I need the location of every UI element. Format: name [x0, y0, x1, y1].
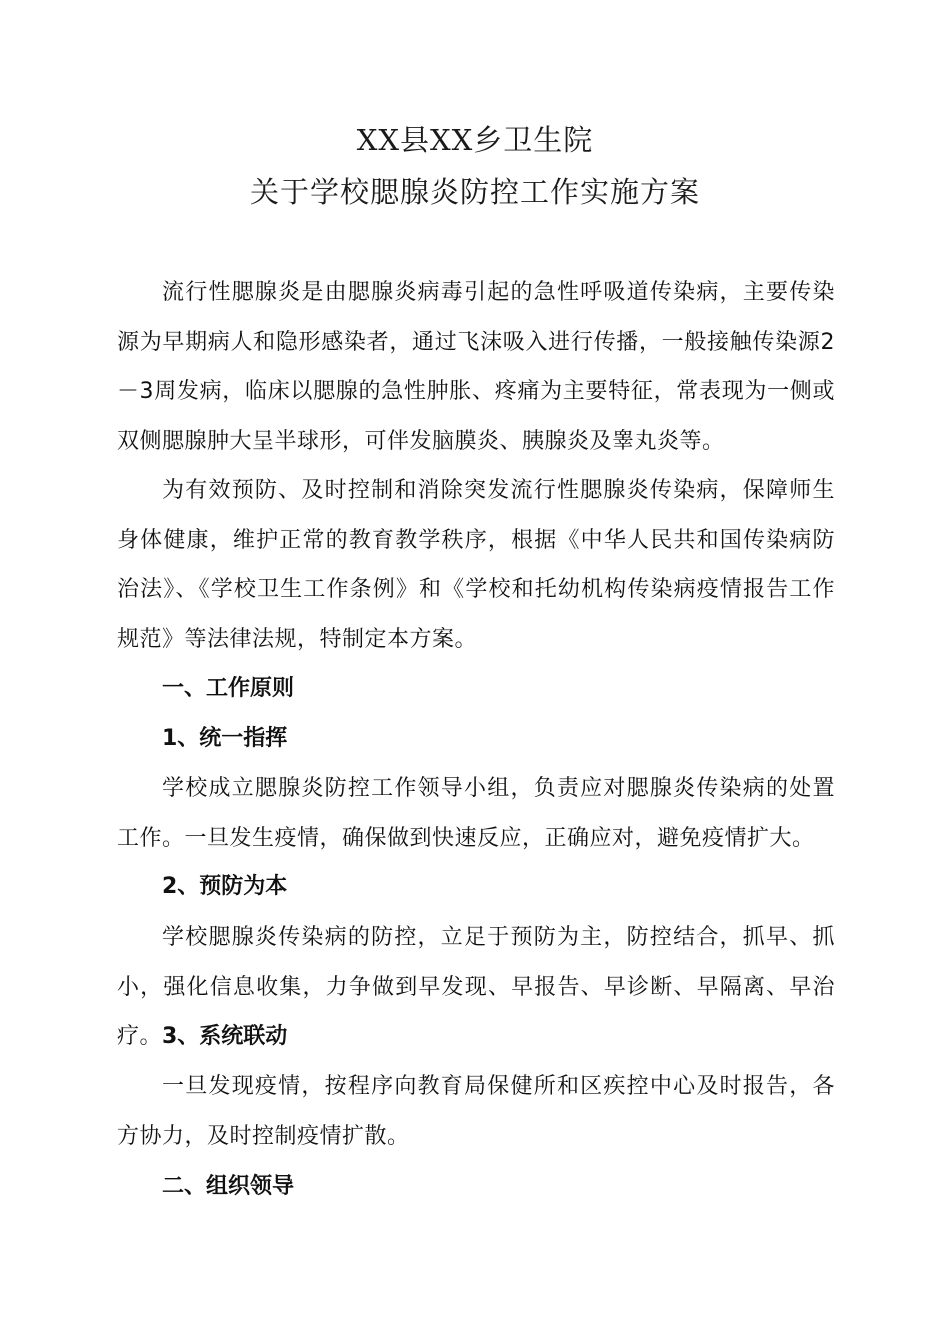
subheading-prevention-first: 2、预防为本: [162, 874, 288, 899]
intro-paragraph-2: 为有效预防、及时控制和消除突发流行性腮腺炎传染病，保障师生身体健康，维护正常的教育教学秩序，根据《中华人民共和国传染病防治法》、《学校卫生工作条例》和《学校和托幼机构传染病疫情报告工作规范》等法律法规，特制定本方案。: [117, 478, 835, 652]
paragraph-prevention-first: 学校腮腺炎传染病的防控，立足于预防为主，防控结合，抓早、抓小，强化信息收集，力争做到早发现、早报告、早诊断、早隔离、早治疗。: [117, 925, 835, 1049]
paragraph-system-linkage: 一旦发现疫情，按程序向教育局保健所和区疾控中心及时报告，各方协力，及时控制疫情扩散。: [117, 1074, 835, 1149]
document-title-line2: 关于学校腮腺炎防控工作实施方案: [249, 175, 700, 209]
subheading-system-linkage: 3、系统联动: [162, 1024, 288, 1049]
section-heading-work-principles: 一、工作原则: [162, 676, 295, 701]
subheading-unified-command: 1、统一指挥: [162, 726, 288, 751]
paragraph-unified-command: 学校成立腮腺炎防控工作领导小组，负责应对腮腺炎传染病的处置工作。一旦发生疫情，确保做到快速反应，正确应对，避免疫情扩大。: [117, 776, 835, 851]
section-heading-organization: 二、组织领导: [162, 1174, 295, 1199]
document-title-line1: XX县XX乡卫生院: [356, 123, 594, 157]
intro-paragraph-1: 流行性腮腺炎是由腮腺炎病毒引起的急性呼吸道传染病，主要传染源为早期病人和隐形感染者，通过飞沫吸入进行传播，一般接触传染源2－3周发病，临床以腮腺的急性肿胀、疼痛为主要特征，常表现为一侧或双侧腮腺肿大呈半球形，可伴发脑膜炎、胰腺炎及睾丸炎等。: [117, 280, 835, 454]
